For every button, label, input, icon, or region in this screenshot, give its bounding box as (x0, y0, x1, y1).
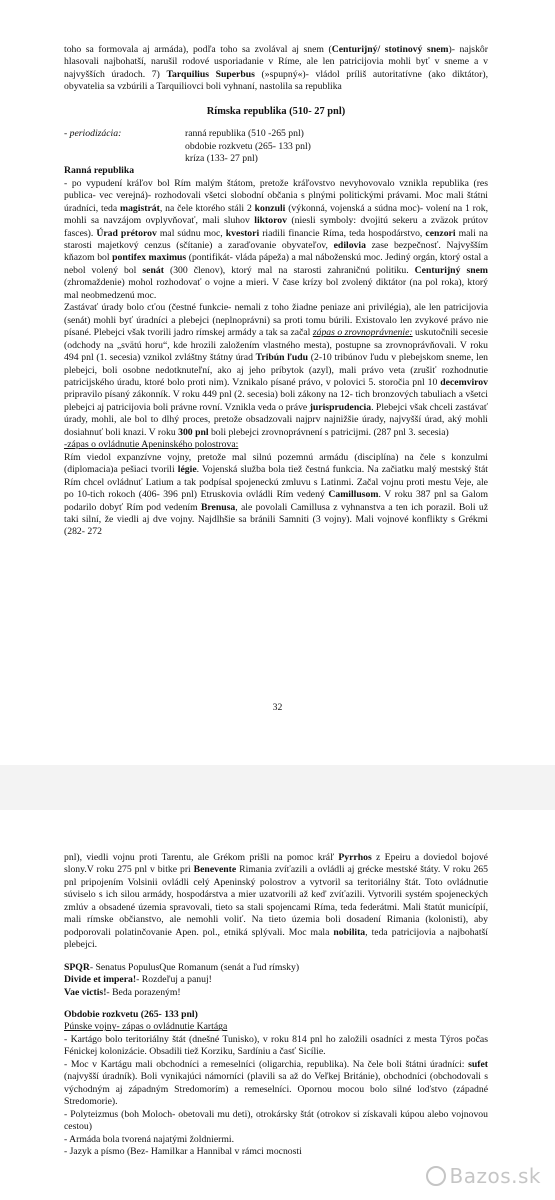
intro-paragraph: toho sa formovala aj armáda), podľa toho sa zvolával aj snem (Centurijný/ stotinový snem)- najskôr hlasovali najbohatší, narušil rodové usporiadanie v Ríme, ale len patricijovia mohli byť v sneme a v najvyšších úradoch. 7) Tarquilius Superbus (»spupný«)- vládol príliš autoritatívne (ako diktátor), obyvatelia sa vzbúrili a Tarquiliovci boli vyhnaní, nastolila sa republika (64, 44, 489, 93)
page-number: 32 (272, 702, 283, 713)
bullet: - Armáda bola tvorená najatými žoldniermi. (64, 1133, 235, 1145)
period-item: obdobie rozkvetu (265- 133 pnl) (185, 140, 311, 152)
watermark: Bazos.sk (426, 1164, 542, 1188)
watermark-logo-icon (426, 1166, 446, 1186)
saying: Divide et impera!- Rozdeľuj a panuj! (64, 974, 212, 986)
continuation-paragraph: pnl), viedli vojnu proti Tarentu, ale Grékom prišli na pomoc kráľ Pyrrhos z Epeiru a doviedol bojové slony.V roku 275 pnl v bitke pri Benevente Rimania zvíťazili a ovládli aj grécke mestské štáty. V roku 265 pnl pripojením Volsinii ovládli celý Apeninský polostrov a vytvoril sa teritoriálny štát. Toto ovládnutie súviselo s ich silou armády, hospodárstva a mier uzatvorili až keď zvíťazili. Vytvorili systém spojeneckých zmlúv a obsadené územia spravovali, tieto sa stali spojencami Ríma, teda federátmi. Mali štatút municípií, mali rímske občianstvo, ale nemohli voliť. Na tieto územia boli dosadení Rimania (kolonisti), aby podporovali polatinčovanie Apen. pol., etniká splývali. Moc mala nobilita, teda patricijovia a najbohatší plebejci. (64, 852, 488, 951)
plebeians-paragraph: Zastávať úrady bolo cťou (čestné funkcie- nemali z toho žiadne peniaze ani privilégia), ale len patricijovia (senát) mohli byť úradníci a plebejci (neplnoprávni) sa proti tomu búrili. Existovalo len zvykové právo nie písané. Plebejci však tvorili jadro rímskej armády a tak sa začal zápas o zrovnoprávnenie: uskutočnili secesie (odchody na „svätú horu“, kde hrozili založením vlastného mesta), postupne sa zrovnoprávňovali. V roku 494 pnl (1. secesia) vznikol zvláštny štátny úrad Tribún ľudu (2-10 tribúnov ľudu v plebejskom sneme, len plebejci, boli osobne nedotknuteľní, ako aj jeho príbytok (azyl), mali právo veta (zrušiť rozhodnutie patricijského úradu, ktoré bolo proti nim). Vznikalo písané právo, v polovici 5. storočia pnl 10 decemvirov pripravilo písaný zákonník. V roku 449 pnl (2. secesia) boli zákony na 12- tich bronzových tabuliach a všetci plebejci aj patricijovia boli právne rovní. Vznikla veda o práve jurisprudencia. Plebejci však chceli zastávať úrady, mohli, ale bol to dlhý proces, pretože obsadzovali najprv najnižšie úrady, najvyšší úrad, aký mohli dosiahnuť boli knazi. V roku 300 pnl boli plebejci zrovnoprávnení s patricijmi. (287 pnl 3. secesia) (64, 302, 489, 438)
sayings (64, 962, 488, 999)
bullet: - Kartágo bolo teritoriálny štát (dnešné Tunisko), v roku 814 pnl ho založili osadníci z mesta Týros počas Fénickej kolonizácie. Obsadili tiež Korziku, Sardíniu a časť Sicílie. (64, 1033, 488, 1058)
page-1-text (64, 44, 488, 539)
periodization-label: - periodizácia: (64, 128, 122, 140)
bullet: - Jazyk a písmo (Bez- Hamilkar a Hannibal v rámci mocnosti (64, 1145, 302, 1157)
bloom-heading: Obdobie rozkvetu (265- 133 pnl) (64, 1008, 198, 1020)
magistrates-paragraph: - po vypudení kráľov bol Rím malým štátom, pretože kráľovstvo nevyhovovalo vznikla republika (res publica- vec verejná)- rozhodovali všetci slobodní občania s plnými politickými právami. Moc mali štátni úradníci, teda magistrát, na čele ktorého stáli 2 konzuli (výkonná, vojenská a súdna moc)- volení na 1 rok, mohli sa navzájom ovplyvňovať, mali sluhov liktorov (niesli symboly: dvojitú sekeru a zväzok prútov fasces). Úrad prétorov mal súdnu moc, kvestori riadili financie Ríma, teda hospodárstvo, cenzori mali na starosti majetkový cenzus (sčítanie) a zaraďovanie obyvateľov, edilovia zase bezpečnosť. Najvyšším kňazom bol pontifex maximus (pontifikát- vláda pápeža) a mal náboženskú moc. Jediný orgán, ktorý ostal a nebol volený bol senát (300 členov), ktorý mal na starosti zahraničnú politiku. Centurijný snem (zhromaždenie) mohol rozhodovať o vojne a mieri. V čase krízy bol zvolený diktátor (na pol roka), ktorý mal neobmedzenú moc. (64, 177, 489, 301)
periodization (64, 128, 488, 165)
saying: SPQR- Senatus PopulusQue Romanum (senát a ľud rímsky) (64, 961, 300, 973)
period-item: kríza (133- 27 pnl) (185, 153, 258, 165)
bullet: - Polyteizmus (boh Moloch- obetovali mu deti), otrokársky štát (otrokov si získavali kúpou alebo vojnovou cestou) (64, 1108, 488, 1133)
page-gap (0, 765, 555, 810)
document-page-2 (0, 810, 555, 1200)
period-item: ranná republika (510 -265 pnl) (185, 128, 304, 140)
conquest-heading: -zápas o ovládnutie Apeninského polostrova: (64, 439, 239, 451)
section-title: Rímska republika (510- 27 pnl) (206, 105, 346, 117)
early-republic-heading: Ranná republika (64, 165, 135, 177)
bullet: - Moc v Kartágu mali obchodníci a remeselníci (oligarchia, republika). Na čele boli štátni úradníci: sufet (najvyšší úradník). Boli vynikajúci námorníci (plavili sa až do Veľkej Británie), obchodníci (obchodovali s východným aj západným Stredomorím) a remeselníci. Opornou mocou bolo silné loďstvo (západné Stredomorie). (64, 1058, 488, 1108)
conquest-paragraph: Rím viedol expanzívne vojny, pretože mal silnú pozemnú armádu (disciplína) na čele s konzulmi (diplomacia)a pešiaci tvorili légie. Vojenská služba bola tiež čestná funkcia. Na začiatku malý mestský štát Rím chcel ovládnuť Latium a tak podpísal spojeneckú zmluvu s Latinmi. Začal vojnu proti mestu Veje, ale po 10-tich rokoch (406- 396 pnl) Etruskovia ovládli Rím vedený Camillusom. V roku 387 pnl sa Galom podarilo dobyť Rím pod vedením Brenusa, ale povolali Camillusa z vyhnanstva a ten ich porazil. Boli už taki silní, že viedli aj dve vojny. Najdlhšie sa bránili Samniti (3 vojny). Mali vojnové konflikty s Grékmi (282- 272 (64, 451, 489, 538)
page-2-text (64, 852, 488, 1158)
punic-wars-heading: Púnske vojny- zápas o ovládnutie Kartága (64, 1021, 228, 1033)
saying: Vae victis!- Beda porazeným! (64, 986, 181, 998)
